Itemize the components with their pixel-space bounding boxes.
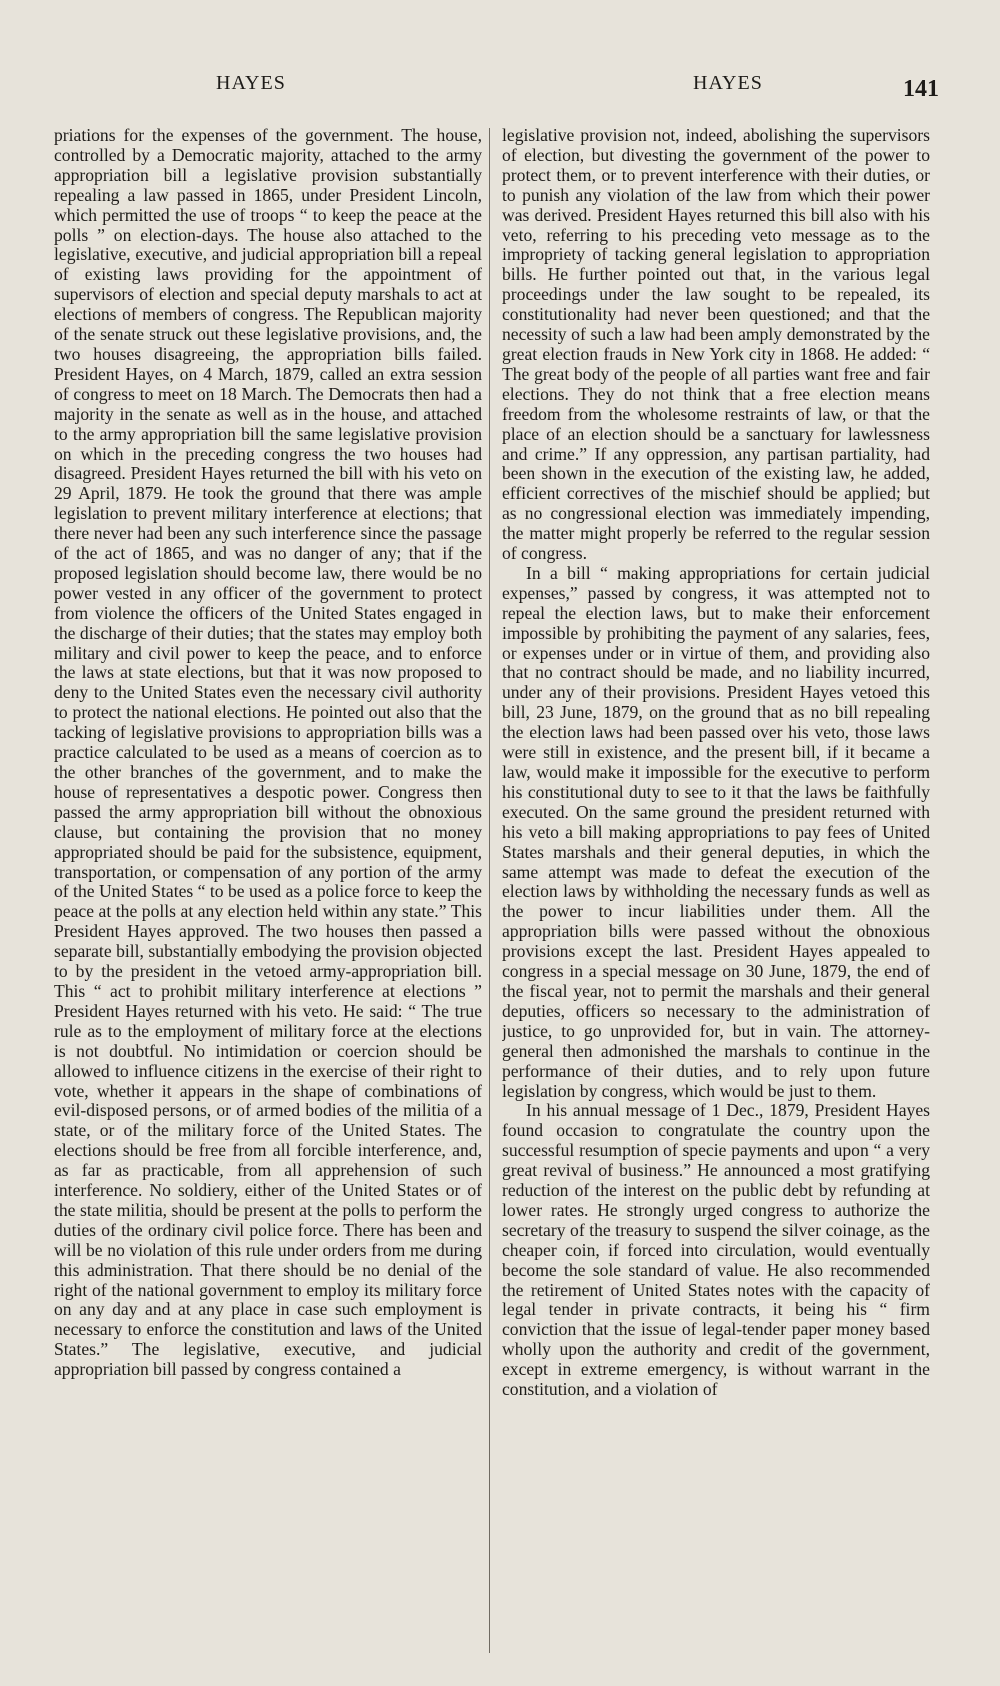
left-column <box>54 126 482 1656</box>
paragraph: In a bill “ making appropriations for certain judicial expenses,” passed by congress, it was attempted not to repeal the election laws, but to make their enforcement impossible by prohibiting the payment of any salaries, fees, or expenses under or in virtue of them, and providing also that no contract should be made, and no liability incurred, under any of their provisions. President Hayes vetoed this bill, 23 June, 1879, on the ground that as no bill repealing the election laws had been passed over his veto, those laws were still in existence, and the present bill, if it became a law, would make it impossible for the executive to perform his constitutional duty to see to it that the laws be faithfully executed. On the same ground the president returned with his veto a bill making appropriations to pay fees of United States marshals and their general deputies, in which the same attempt was made to defeat the execution of the election laws by withholding the necessary funds as well as the power to incur liabilities under them. All the appropriation bills were passed without the obnoxious provisions except the last. President Hayes appealed to congress in a special message on 30 June, 1879, the end of the fiscal year, not to permit the marshals and their general deputies, officers so necessary to the administration of justice, to go unprovided for, but in vain. The attorney-general then admonished the marshals to continue in the performance of their duties, and to rely upon future legislation by congress, which would be just to them. <box>502 562 930 1101</box>
paragraph: legislative provision not, indeed, abolishing the supervisors of election, but divesting the government of the power to protect them, or to prevent interference with their duties, or to punish any violation of the law from which their power was derived. President Hayes returned this bill also with his veto, referring to his preceding veto message as to the impropriety of tacking general legislation to appropriation bills. He further pointed out that, in the various legal proceedings under the law sought to be repealed, its constitutionality had never been questioned; and that the necessity of such a law had been amply demonstrated by the great election frauds in New York city in 1868. He added: “ The great body of the people of all parties want free and fair elections. They do not think that a free election means freedom from the wholesome restraints of law, or that the place of an election should be a sanctuary for lawlessness and crime.” If any oppression, any partisan partiality, had been shown in the execution of the existing law, he added, efficient correctives of the mischief should be applied; but as no congressional election was immediately impending, the matter might properly be referred to the regular session of congress. <box>502 126 930 564</box>
page-number: 141 <box>903 76 939 102</box>
paragraph: priations for the expenses of the government. The house, controlled by a Democratic majority, attached to the army appropriation bill a legislative provision substantially repealing a law passed in 1865, under President Lincoln, which permitted the use of troops “ to keep the peace at the polls ” on election-days. The house also attached to the legislative, executive, and judicial appropriation bill a repeal of existing laws providing for the appointment of supervisors of election and special deputy marshals to act at elections of members of congress. The Republican majority of the senate struck out these legislative provisions, and, the two houses disagreeing, the appropriation bills failed. President Hayes, on 4 March, 1879, called an extra session of congress to meet on 18 March. The Democrats then had a majority in the senate as well as in the house, and attached to the army appropriation bill the same legislative provision on which in the preceding congress the two houses had disagreed. President Hayes returned the bill with his veto on 29 April, 1879. He took the ground that there was ample legislation to prevent military interference at elections; that there never had been any such interference since the passage of the act of 1865, and was no danger of any; that if the proposed legislation should become law, there would be no power vested in any officer of the government to protect from violence the officers of the United States engaged in the discharge of their duties; that the states may employ both military and civil power to keep the peace, and to enforce the laws at state elections, but that it was now proposed to deny to the United States even the necessary civil authority to protect the national elections. He pointed out also that the tacking of legislative provisions to appropriation bills was a practice calculated to be used as a means of coercion as to the other branches of the government, and to make the house of representatives a despotic power. Congress then passed the army appropriation bill without the obnoxious clause, but containing the provision that no money appropriated should be paid for the subsistence, equipment, transportation, or compensation of any portion of the army of the United States “ to be used as a police force to keep the peace at the polls at any election held within any state.” This President Hayes approved. The two houses then passed a separate bill, substantially embodying the provision objected to by the president in the vetoed army-appropriation bill. This “ act to prohibit military interference at elections ” President Hayes returned with his veto. He said: “ The true rule as to the employment of military force at the elections is not doubtful. No intimidation or coercion should be allowed to influence citizens in the exercise of their right to vote, whether it appears in the shape of combinations of evil-disposed persons, or of armed bodies of the militia of a state, or of the military force of the United States. The elections should be free from all forcible interference, and, as far as practicable, from all apprehension of such interference. No soldiery, either of the United States or of the state militia, should be present at the polls to perform the duties of the ordinary civil police force. There has been and will be no violation of this rule under orders from me during this administration. That there should be no denial of the right of the national government to employ its military force on any day and at any place in case such employment is necessary to enforce the constitution and laws of the United States.” The legislative, executive, and judicial appropriation bill passed by congress contained a <box>54 126 482 1380</box>
paragraph: In his annual message of 1 Dec., 1879, President Hayes found occasion to congratulate the country upon the successful resumption of specie payments and upon “ a very great revival of business.” He announced a most gratifying reduction of the interest on the public debt by refunding at lower rates. He strongly urged congress to authorize the secretary of the treasury to suspend the silver coinage, as the cheaper coin, if forced into circulation, would eventually become the sole standard of value. He also recommended the retirement of United States notes with the capacity of legal tender in private contracts, it being his “ firm conviction that the issue of legal-tender paper money based wholly upon the authority and credit of the government, except in extreme emergency, is without warrant in the constitution, and a violation of <box>502 1100 930 1400</box>
running-header <box>0 72 1000 112</box>
right-running-head: HAYES <box>693 72 763 94</box>
column-divider <box>489 128 490 1653</box>
right-column <box>502 126 930 1656</box>
left-running-head: HAYES <box>216 72 286 94</box>
